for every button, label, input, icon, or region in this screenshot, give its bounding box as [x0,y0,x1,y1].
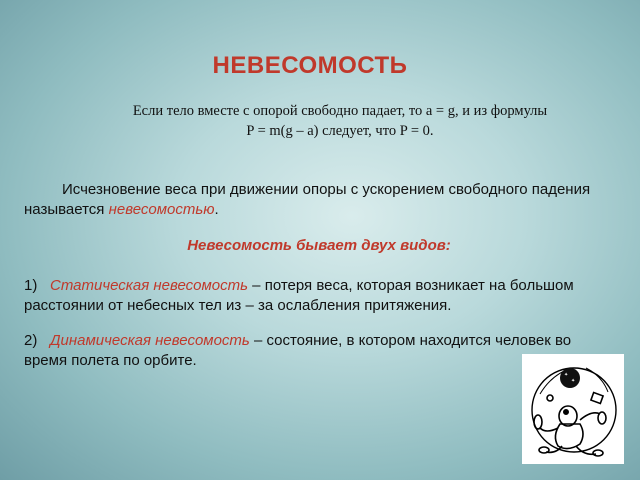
type-description: – состояние, в котором находится человек во время полета по орбите. [24,332,572,369]
type-number: 1) [24,277,38,294]
svg-text:✦: ✦ [564,372,569,378]
type-term: Динамическая невесомость [50,332,250,349]
type-term: Статическая невесомость [50,277,249,294]
type-item-static [24,276,614,316]
type-description: – потеря веса, которая возникает на большом расстоянии от небесных тел из – за ослабления притяжения. [24,277,574,314]
definition-text: Исчезновение веса при движении опоры с ускорением свободного падения называется [24,181,591,218]
svg-text:✦: ✦ [571,378,576,384]
page-title: НЕВЕСОМОСТЬ [212,52,408,79]
definition-paragraph [24,180,614,220]
formula-line-2: P = m(g – a) следует, что P = 0. [246,123,434,139]
definition-term: невесомостью [108,201,215,218]
floating-cosmonaut-icon [522,354,624,464]
types-heading: Невесомость бывает двух видов: [187,237,451,254]
formula-line-1: Если тело вместе с опорой свободно падает, то a = g, и из формулы [132,103,548,119]
formula-block [90,101,590,141]
type-number: 2) [24,332,38,349]
definition-end: . [214,201,219,218]
cosmonaut-illustration [522,354,624,464]
